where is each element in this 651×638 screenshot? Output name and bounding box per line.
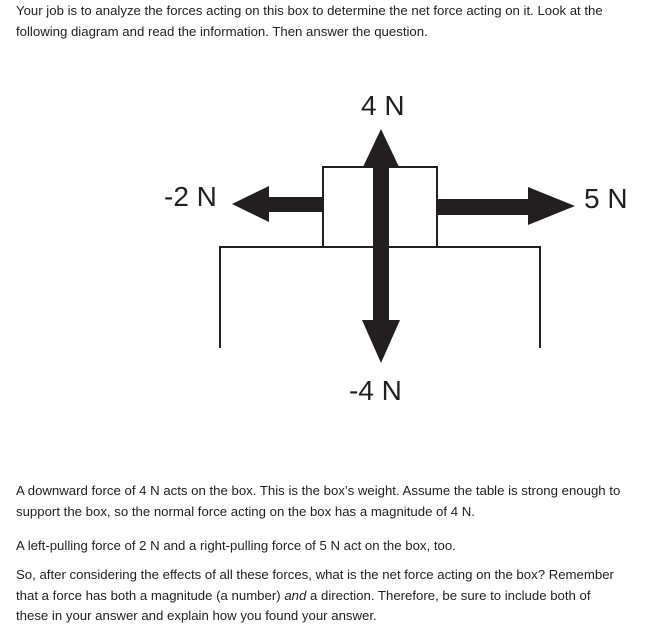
- question-line-2: [16, 586, 614, 607]
- question-line-1: So, after considering the effects of all these forces, what is the net force acting on the box? Remember: [16, 567, 614, 582]
- pulling-forces-line: A left-pulling force of 2 N and a right-pulling force of 5 N act on the box, too.: [16, 538, 456, 553]
- question-line-2-pre: that a force has both a magnitude (a number): [16, 587, 285, 603]
- table-left-leg: [219, 246, 221, 348]
- weight-normal-line-2: support the box, so the normal force acting on the box has a magnitude of 4 N.: [16, 504, 475, 519]
- left-force-arrow-shaft: [268, 197, 324, 212]
- pulling-forces-paragraph: [16, 535, 456, 556]
- weight-normal-paragraph: [16, 480, 620, 522]
- weight-normal-line-1: A downward force of 4 N acts on the box. This is the box’s weight. Assume the table is strong enough to: [16, 483, 621, 498]
- vertical-force-arrow-shaft: [373, 166, 389, 322]
- intro-paragraph: [16, 0, 603, 42]
- question-line-3: these in your answer and explain how you found your answer.: [16, 608, 377, 623]
- left-arrowhead-icon: [232, 186, 269, 222]
- up-arrowhead-icon: [363, 129, 399, 167]
- force-label-right: 5 N: [584, 183, 628, 214]
- down-arrowhead-icon: [362, 320, 400, 363]
- force-label-left: -2 N: [164, 181, 217, 212]
- right-arrowhead-icon: [528, 187, 575, 225]
- question-line-2-italic-and: and: [284, 587, 307, 603]
- force-label-down: -4 N: [349, 375, 402, 406]
- table-right-leg: [539, 246, 541, 348]
- intro-line-1: Your job is to analyze the forces acting on this box to determine the net force acting on it. Look at the: [16, 3, 603, 18]
- force-label-up: 4 N: [361, 90, 405, 121]
- question-paragraph: [16, 565, 614, 627]
- question-line-2-post: a direction. Therefore, be sure to include both of: [306, 587, 591, 603]
- intro-line-2: following diagram and read the information. Then answer the question.: [16, 24, 428, 39]
- right-force-arrow-shaft: [436, 199, 528, 215]
